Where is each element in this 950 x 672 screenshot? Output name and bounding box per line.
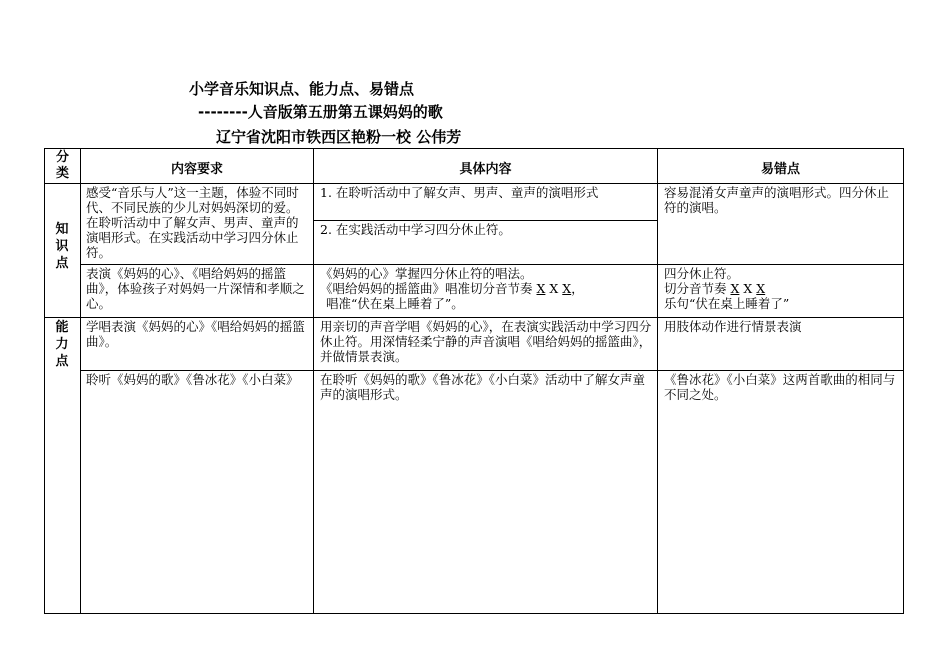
knowledge-row-1-errors: 容易混淆女声童声的演唱形式。四分休止符的演唱。 [664, 185, 890, 215]
ability-row-2-errors: 《鲁冰花》《小白菜》这两首歌曲的相同与不同之处。 [664, 372, 896, 402]
column-divider [657, 149, 658, 613]
row-divider [80, 264, 903, 265]
knowledge-row-1-detail-1: 1. 在聆听活动中了解女声、男声、童声的演唱形式 [320, 185, 599, 200]
detail-rhythm-text: 《唱给妈妈的摇篮曲》唱准切分音节奏 [320, 281, 533, 296]
rhythm-note: X [743, 281, 753, 296]
column-divider [313, 149, 314, 613]
knowledge-row-2-detail-line-2 [320, 281, 654, 296]
header-category-label: 分类 [55, 150, 69, 181]
document-subtitle: --------人音版第五册第五课妈妈的歌 [198, 103, 443, 121]
document-author-line: 辽宁省沈阳市铁西区艳粉一校 公伟芳 [216, 128, 462, 146]
knowledge-row-2-errors [664, 266, 900, 316]
category-ability-label: 能力点 [55, 320, 69, 369]
knowledge-row-1-detail-2: 2. 在实践活动中学习四分休止符。 [320, 222, 511, 237]
row-divider [314, 220, 657, 221]
rhythm-note: X [562, 281, 572, 296]
category-knowledge [45, 221, 79, 272]
knowledge-row-2-detail [320, 266, 654, 316]
ability-row-1-detail: 用亲切的声音学唱《妈妈的心》，在表演实践活动中学习四分休止符。用深情轻柔宁静的声音演唱《唱给妈妈的摇篮曲》，并做情景表演。 [320, 319, 652, 364]
header-requirement: 内容要求 [170, 162, 223, 177]
row-divider [80, 370, 903, 371]
knowledge-row-2-detail-line-1: 《妈妈的心》掌握四分休止符的唱法。 [320, 266, 533, 281]
ability-row-1-errors: 用肢体动作进行情景表演 [664, 319, 802, 334]
category-knowledge-label: 知识点 [55, 222, 69, 271]
column-divider [80, 149, 81, 613]
knowledge-row-2-detail-line-3: 唱准“伏在桌上睡着了”。 [326, 296, 464, 311]
category-ability [45, 319, 79, 370]
knowledge-row-1-requirement: 感受“音乐与人”这一主题，体验不同时代、不同民族的少儿对妈妈深切的爱。在聆听活动中了解女声、男声、童声的演唱形式。在实践活动中学习四分休止符。 [86, 185, 299, 260]
header-category [45, 150, 80, 182]
ability-row-2-detail: 在聆听《妈妈的歌》《鲁冰花》《小白菜》活动中了解女声童声的演唱形式。 [320, 372, 646, 402]
header-errors: 易错点 [760, 162, 800, 177]
rhythm-note: X [756, 281, 766, 296]
errors-line-3: 乐句“伏在桌上睡着了” [664, 296, 790, 311]
rhythm-note: X [549, 281, 559, 296]
errors-line-2 [664, 281, 900, 296]
row-divider [45, 317, 903, 318]
ability-row-1-requirement: 学唱表演《妈妈的心》《唱给妈妈的摇篮曲》。 [86, 319, 305, 349]
ability-row-2-requirement: 聆听《妈妈的歌》《鲁冰花》《小白菜》 [86, 372, 299, 387]
content-table [44, 148, 904, 614]
knowledge-row-2-requirement: 表演《妈妈的心》、《唱给妈妈的摇篮曲》，体验孩子对妈妈一片深情和孝顺之心。 [86, 266, 305, 311]
errors-line-1: 四分休止符。 [664, 266, 740, 281]
row-divider [45, 183, 903, 184]
header-detail: 具体内容 [459, 162, 512, 177]
rhythm-note: X [730, 281, 740, 296]
document-title: 小学音乐知识点、能力点、易错点 [189, 80, 415, 98]
errors-rhythm-text: 切分音节奏 [664, 281, 727, 296]
detail-comma: ， [571, 281, 584, 296]
rhythm-note: X [536, 281, 546, 296]
